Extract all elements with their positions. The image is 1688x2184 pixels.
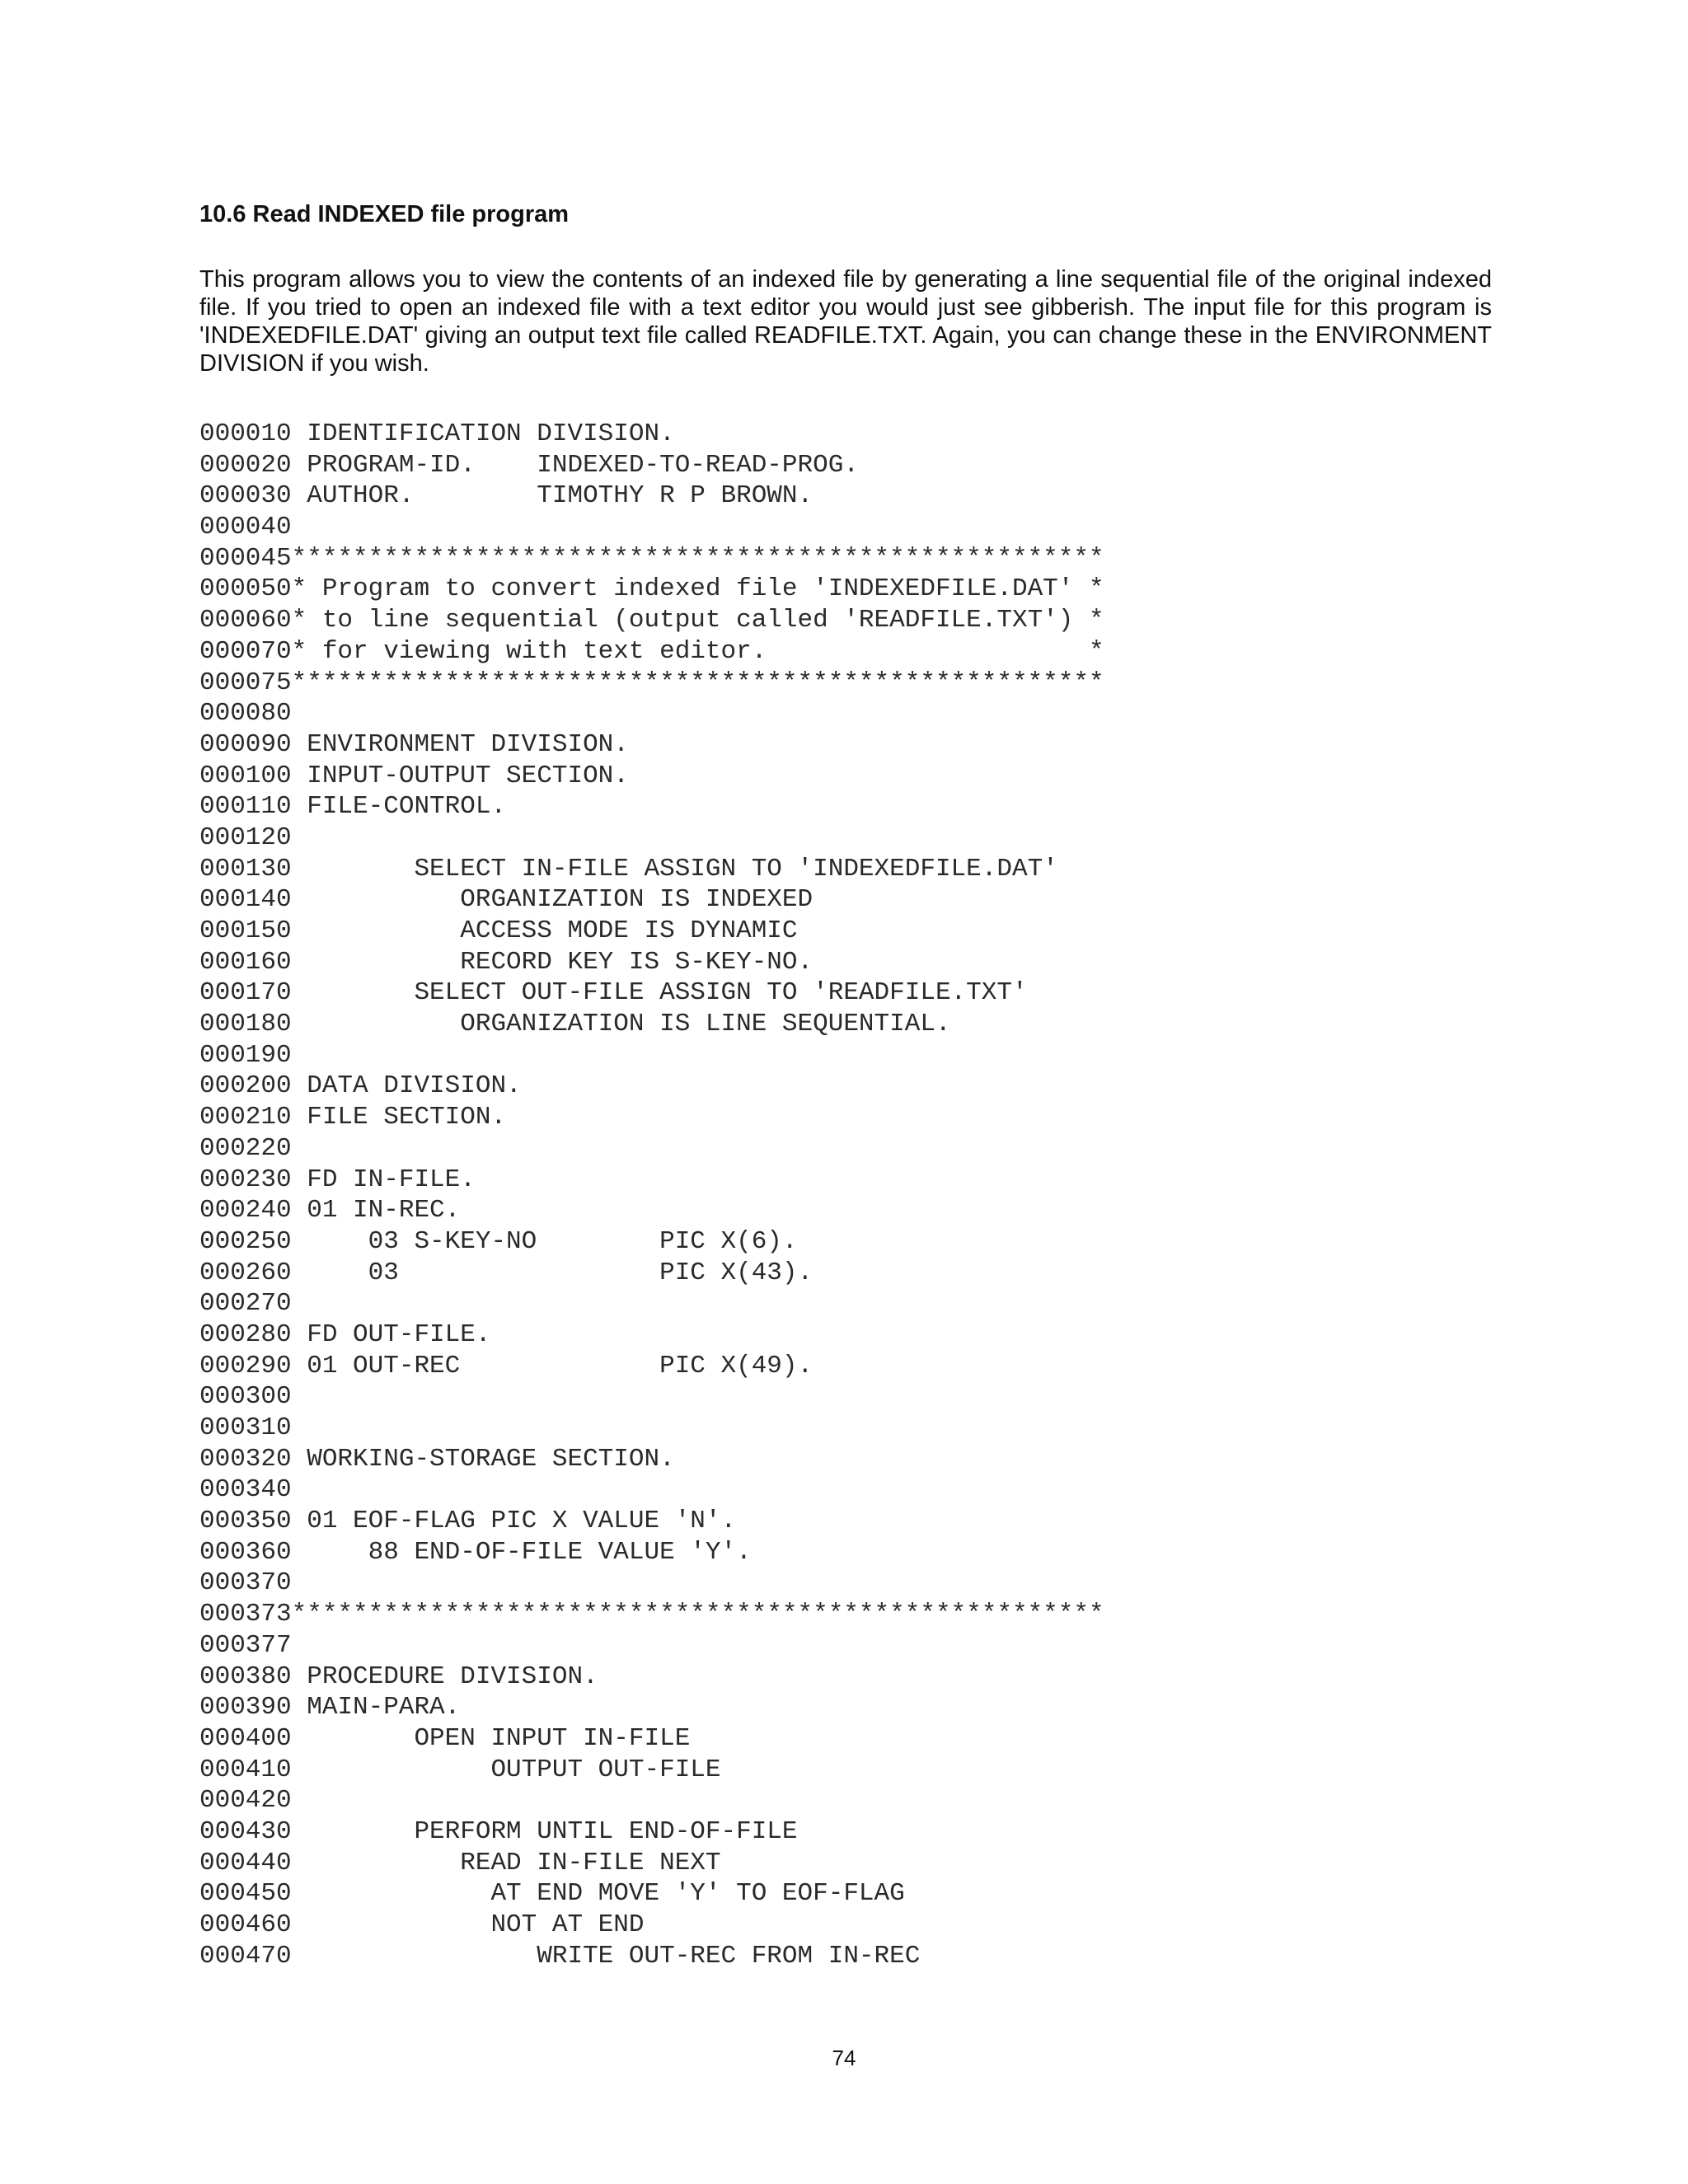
- code-line: 000300: [199, 1382, 292, 1412]
- code-line: 000290 01 OUT-REC PIC X(49).: [199, 1351, 814, 1380]
- cobol-code-listing: [199, 419, 1104, 1971]
- code-line: 000130 SELECT IN-FILE ASSIGN TO 'INDEXEDFILE.DAT': [199, 854, 1058, 883]
- code-line: 000040: [199, 513, 292, 542]
- code-line: 000460 NOT AT END: [199, 1910, 645, 1939]
- code-line: 000310: [199, 1413, 292, 1442]
- code-line: 000160 RECORD KEY IS S-KEY-NO.: [199, 947, 814, 977]
- code-line: 000150 ACCESS MODE IS DYNAMIC: [199, 916, 798, 945]
- code-line: 000450 AT END MOVE 'Y' TO EOF-FLAG: [199, 1879, 905, 1909]
- code-line: 000110 FILE-CONTROL.: [199, 792, 507, 822]
- code-line: 000050* Program to convert indexed file 'INDEXEDFILE.DAT' *: [199, 574, 1104, 604]
- code-line: 000410 OUTPUT OUT-FILE: [199, 1755, 721, 1784]
- intro-paragraph: This program allows you to view the contents of an indexed file by generating a line sequential file of the original indexed file. If you tried to open an indexed file with a text editor you would just see gibberish. The input file for this program is 'INDEXEDFILE.DAT' giving an output text file called READFILE.TXT. Again, you can change these in the ENVIRONMENT DIVISION if you wish.: [199, 266, 1492, 377]
- code-line: 000270: [199, 1289, 292, 1319]
- code-line: 000320 WORKING-STORAGE SECTION.: [199, 1444, 675, 1474]
- code-line: 000390 MAIN-PARA.: [199, 1693, 461, 1722]
- code-line: 000020 PROGRAM-ID. INDEXED-TO-READ-PROG.: [199, 450, 859, 480]
- code-line: 000170 SELECT OUT-FILE ASSIGN TO 'READFILE.TXT': [199, 978, 1028, 1008]
- code-line: 000210 FILE SECTION.: [199, 1103, 507, 1132]
- code-line: 000400 OPEN INPUT IN-FILE: [199, 1723, 691, 1753]
- code-line: 000220: [199, 1133, 292, 1163]
- code-line: 000430 PERFORM UNTIL END-OF-FILE: [199, 1816, 798, 1846]
- code-line: 000100 INPUT-OUTPUT SECTION.: [199, 761, 629, 790]
- code-line: 000030 AUTHOR. TIMOTHY R P BROWN.: [199, 481, 814, 511]
- page-number: 74: [832, 2046, 856, 2070]
- code-line: 000060* to line sequential (output called 'READFILE.TXT') *: [199, 606, 1104, 635]
- code-line: 000200 DATA DIVISION.: [199, 1071, 522, 1101]
- code-line: 000080: [199, 699, 292, 729]
- code-line: 000380 PROCEDURE DIVISION.: [199, 1661, 598, 1691]
- code-line: 000240 01 IN-REC.: [199, 1196, 461, 1226]
- code-line: 000373*****************************************************: [199, 1600, 1104, 1629]
- code-line: 000360 88 END-OF-FILE VALUE 'Y'.: [199, 1537, 752, 1567]
- code-line: 000090 ENVIRONMENT DIVISION.: [199, 729, 629, 759]
- code-line: 000250 03 S-KEY-NO PIC X(6).: [199, 1226, 798, 1256]
- code-line: 000340: [199, 1475, 292, 1505]
- code-line: 000180 ORGANIZATION IS LINE SEQUENTIAL.: [199, 1010, 951, 1039]
- code-line: 000230 FD IN-FILE.: [199, 1165, 476, 1194]
- code-line: 000377: [199, 1630, 292, 1660]
- code-line: 000370: [199, 1568, 292, 1598]
- code-line: 000045*****************************************************: [199, 543, 1104, 573]
- code-line: 000420: [199, 1786, 292, 1816]
- code-line: 000190: [199, 1040, 292, 1070]
- code-line: 000010 IDENTIFICATION DIVISION.: [199, 419, 675, 448]
- code-line: 000470 WRITE OUT-REC FROM IN-REC: [199, 1941, 921, 1971]
- code-line: 000140 ORGANIZATION IS INDEXED: [199, 885, 814, 915]
- code-line: 000075*****************************************************: [199, 668, 1104, 697]
- code-line: 000120: [199, 823, 292, 852]
- code-line: 000260 03 PIC X(43).: [199, 1258, 814, 1287]
- code-line: 000070* for viewing with text editor. *: [199, 636, 1104, 666]
- code-line: 000280 FD OUT-FILE.: [199, 1319, 491, 1349]
- code-line: 000350 01 EOF-FLAG PIC X VALUE 'N'.: [199, 1507, 737, 1536]
- code-line: 000440 READ IN-FILE NEXT: [199, 1848, 721, 1877]
- section-heading: 10.6 Read INDEXED file program: [199, 201, 570, 227]
